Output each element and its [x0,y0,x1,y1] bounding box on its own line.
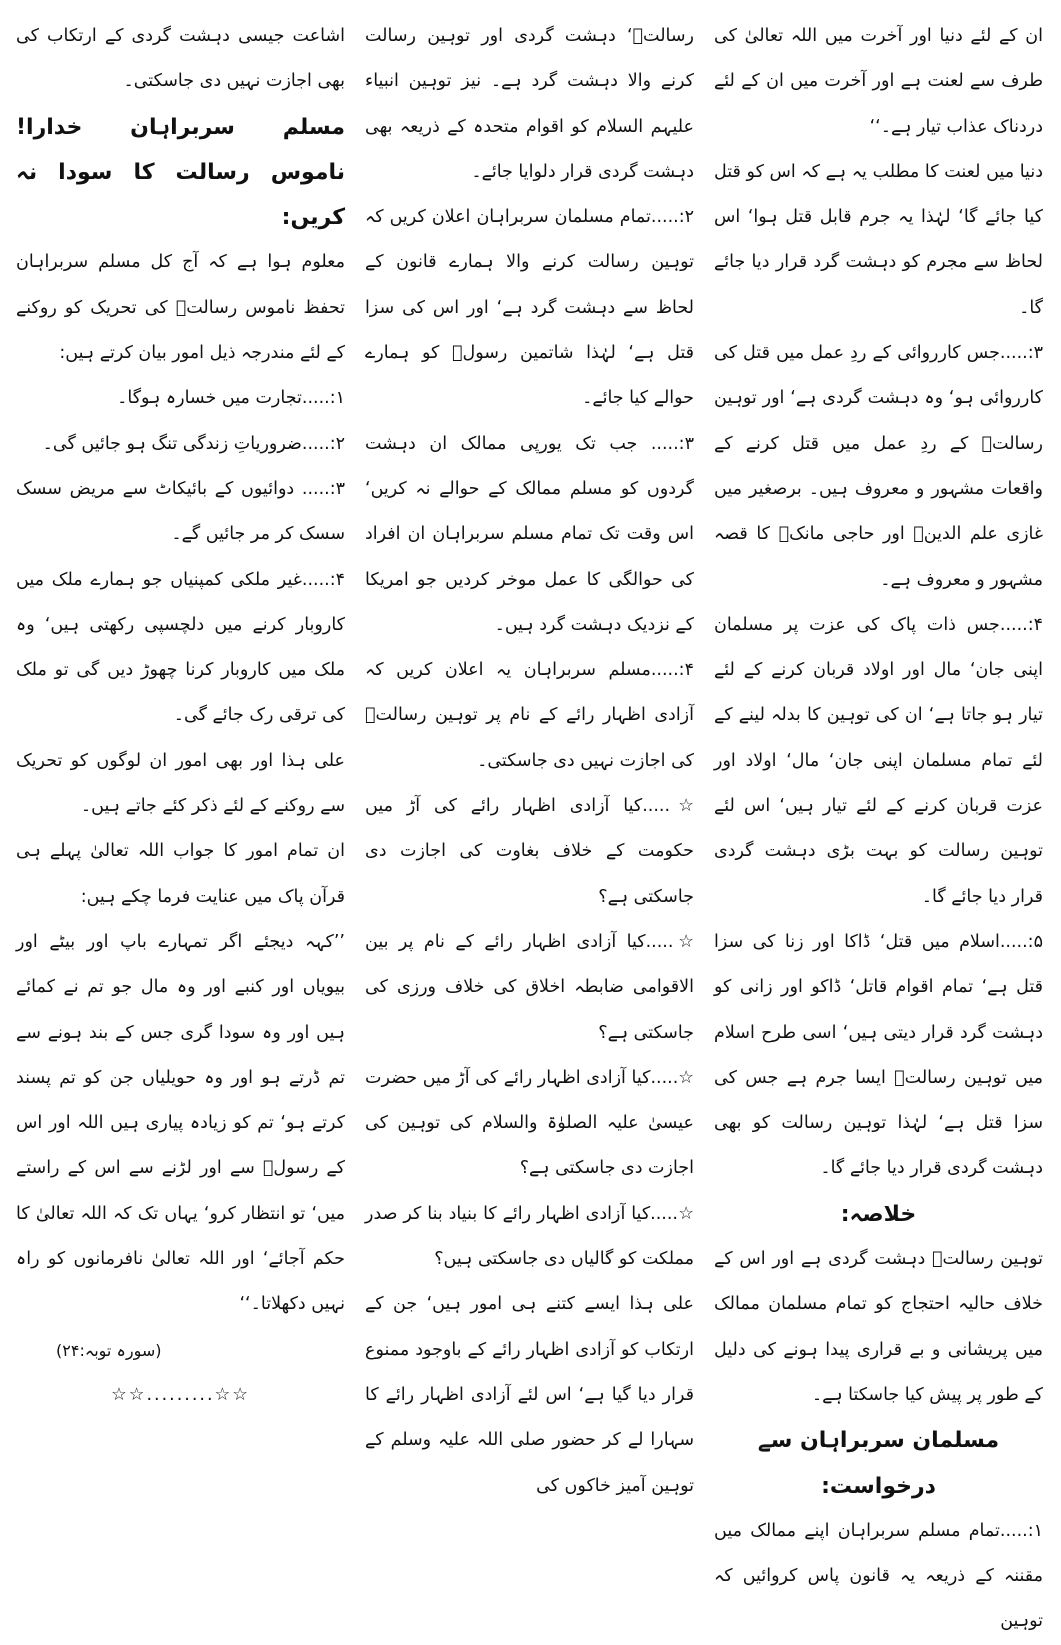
column-right [714,14,1043,1632]
paragraph: ۲:.....تمام مسلمان سربراہان اعلان کریں کہ توہین رسالت کرنے والا ہمارے قانون کے لحاظ سے دہشت گرد ہے‘ اور اس کی سزا قتل ہے‘ لہٰذا شاتمین رسولؐ کو ہمارے حوالے کیا جائے۔ [365,207,694,409]
paragraph: اشاعت جیسی دہشت گردی کے ارتکاب کی بھی اجازت نہیں دی جاسکتی۔ [16,26,345,92]
paragraph: ☆.....کیا آزادی اظہار رائے کی آڑ میں حضرت عیسیٰ علیہ الصلوٰۃ والسلام کی توہین کی اجازت دی جاسکتی ہے؟ [365,1067,694,1179]
paragraph: علی ہذا ایسے کتنے ہی امور ہیں‘ جن کے ارتکاب کو آزادی اظہار رائے کے باوجود ممنوع قرار دیا گیا ہے‘ اس لئے آزادی اظہار رائے کا سہارا لے کر حضور صلی اللہ علیہ وسلم کے توہین آمیز خاکوں کی [365,1294,694,1496]
star-divider: ☆☆.........☆☆ [111,1384,250,1405]
quran-quote: ’’کہہ دیجئے اگر تمہارے باپ اور بیٹے اور بیویاں اور کنبے اور وہ مال جو تم نے کمائے ہیں اور وہ سودا گری جس کے بند ہونے سے تم ڈرتے ہو اور وہ حویلیاں جن کو تم پسند کرتے ہو‘ تم کو زیادہ پیاری ہیں اللہ اور اس کے رسولؐ سے اور لڑنے سے اس کے راستے میں‘ تو انتظار کرو‘ یہاں تک کہ اللہ تعالیٰ کا حکم آجائے‘ اور اللہ تعالیٰ نافرمانوں کو راہ نہیں دکھلاتا۔‘‘ [16,931,345,1315]
paragraph: ان کے لئے دنیا اور آخرت میں اللہ تعالیٰ کی طرف سے لعنت ہے اور آخرت میں ان کے لئے دردناک عذاب تیار ہے۔‘‘ [714,26,1043,137]
paragraph: ۴:.....جس ذات پاک کی عزت پر مسلمان اپنی جان‘ مال اور اولاد قربان کرنے کے لئے تیار ہو جاتا ہے‘ ان کی توہین کا بدلہ لینے کے لئے تمام مسلمان اپنی جان‘ مال‘ اولاد اور عزت قربان کرنے کے لئے تیار ہیں‘ اس لئے توہین رسالت کو بہت بڑی دہشت گردی قرار دیا جائے گا۔ [714,614,1043,907]
column-middle [365,14,694,1496]
paragraph: ۱:.....تمام مسلم سربراہان اپنے ممالک میں مقننہ کے ذریعہ یہ قانون پاس کروائیں کہ توہین [714,1520,1043,1632]
paragraph: ۱:.....تجارت میں خسارہ ہوگا۔ [117,388,345,409]
paragraph: ☆.....کیا آزادی اظہار رائے کے نام پر بین الاقوامی ضابطہ اخلاق کی خلاف ورزی کی جاسکتی ہے؟ [365,931,694,1043]
paragraph: ۴:.....غیر ملکی کمپنیاں جو ہمارے ملک میں کاروبار کرنے میں دلچسپی رکھتی ہیں‘ وہ ملک میں کاروبار کرنا چھوڑ دیں گی تو ملک کی ترقی رک جائے گی۔ [16,569,345,726]
section-heading: مسلم سربراہان خدارا! ناموس رسالت کا سودا نہ کریں: [16,114,345,231]
paragraph: ۳:..... جب تک یورپی ممالک ان دہشت گردوں کو مسلم ممالک کے حوالے نہ کریں‘ اس وقت تک تمام مسلم سربراہان ان افراد کی حوالگی کا عمل موخر کردیں جو امریکا کے نزدیک دہشت گرد ہیں۔ [365,433,694,635]
paragraph: ☆.....کیا آزادی اظہار رائے کی آڑ میں حکومت کے خلاف بغاوت کی اجازت دی جاسکتی ہے؟ [365,796,694,907]
paragraph: ۳:.....جس کارروائی کے ردِ عمل میں قتل کی کارروائی ہو‘ وہ دہشت گردی ہے‘ اور توہین رسالتؐ کے ردِ عمل میں قتل کرنے کے واقعات مشہور و معروف ہیں۔ برصغیر میں غازی علم الدینؒ اور حاجی مانکؒ کا قصہ مشہور و معروف ہے۔ [714,343,1043,590]
paragraph: ۳:..... دوائیوں کے بائیکاٹ سے مریض سسک سسک کر مر جائیں گے۔ [16,478,345,545]
paragraph: ☆.....کیا آزادی اظہار رائے کا بنیاد بنا کر صدر مملکت کو گالیاں دی جاسکتی ہیں؟ [365,1203,694,1270]
paragraph: ۵:.....اسلام میں قتل‘ ڈاکا اور زنا کی سزا قتل ہے‘ تمام اقوام قاتل‘ ڈاکو اور زانی کو دہشت گرد قرار دیتی ہیں‘ اسی طرح اسلام میں توہین رسالتؐ ایسا جرم ہے جس کی سزا قتل ہے‘ لہٰذا توہین رسالت کو بھی دہشت گردی قرار دیا جائے گا۔ [714,931,1043,1179]
paragraph: علی ہذا اور بھی امور ان لوگوں کو تحریک سے روکنے کے لئے ذکر کئے جاتے ہیں۔ [16,750,345,817]
paragraph: ۲:.....ضروریاتِ زندگی تنگ ہو جائیں گی۔ [42,433,345,454]
paragraph: ان تمام امور کا جواب اللہ تعالیٰ پہلے ہی قرآن پاک میں عنایت فرما چکے ہیں: [16,841,345,907]
section-heading: خلاصہ: [840,1201,917,1227]
paragraph: توہین رسالتؐ دہشت گردی ہے اور اس کے خلاف حالیہ احتجاج کو تمام مسلمان ممالک میں پریشانی و بے قراری پیدا ہونے کی دلیل کے طور پر پیش کیا جاسکتا ہے۔ [714,1249,1043,1405]
paragraph: معلوم ہوا ہے کہ آج کل مسلم سربراہان تحفظ ناموس رسالتؐ کی تحریک کو روکنے کے لئے مندرجہ ذیل امور بیان کرتے ہیں: [16,252,345,364]
paragraph: دنیا میں لعنت کا مطلب یہ ہے کہ اس کو قتل کیا جائے گا‘ لہٰذا یہ جرم قابل قتل ہوا‘ اس لحاظ سے مجرم کو دہشت گرد قرار دیا جائے گا۔ [714,161,1043,318]
quran-reference: (سورہ توبہ:۲۴) [56,1340,162,1360]
section-heading: مسلمان سربراہان سے درخواست: [757,1428,1000,1499]
paragraph: ۴:.....مسلم سربراہان یہ اعلان کریں کہ آزادی اظہار رائے کے نام پر توہین رسالتؐ کی اجازت نہیں دی جاسکتی۔ [365,660,694,771]
column-left [16,14,345,1405]
paragraph: رسالتؐ‘ دہشت گردی اور توہین رسالت کرنے والا دہشت گرد ہے۔ نیز توہین انبیاء علیہم السلام کو اقوام متحدہ کے ذریعہ بھی دہشت گردی قرار دلوایا جائے۔ [365,26,694,182]
